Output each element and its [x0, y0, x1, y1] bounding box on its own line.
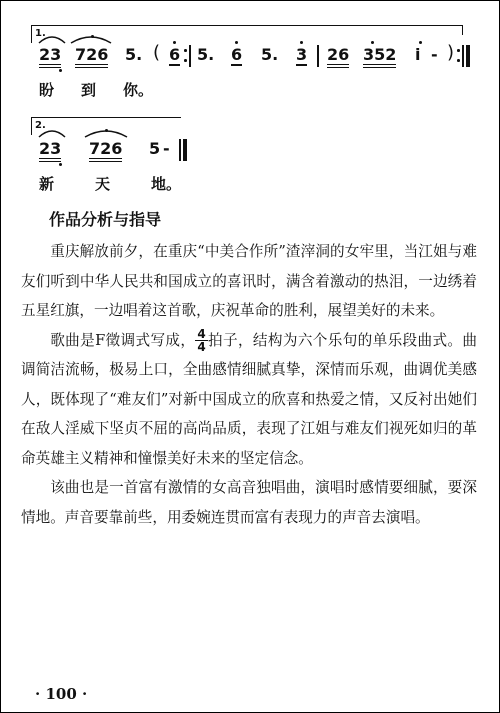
octave-dot-6b: [235, 41, 238, 44]
dash-2: -: [163, 139, 170, 158]
analysis-text-after: 拍子，结构为六个乐句的单乐段曲式。曲调简洁流畅，极易上口，全曲感情细腻真挚，深情而乐观，曲调优美感人，既体现了“难友们”对新中国成立的欣喜和热爱之情，又反衬出她们在敌人淫威下坚贞不屈的高尚品质，表现了江姐与难友们视死如归的革命英雄主义精神和憧憬美好未来的坚定信念。: [21, 331, 477, 467]
octave-dot-6a: [173, 41, 176, 44]
slur-2: [69, 31, 113, 45]
barline-1: [189, 45, 191, 67]
volta-bracket-1-right: [462, 25, 463, 35]
lyric-2-3: 地。: [151, 175, 182, 193]
repeat-dot-top: [184, 49, 187, 52]
note-6-b: 6: [231, 45, 243, 64]
volta-label-2: 2.: [35, 120, 46, 131]
lyric-1-2: 到: [81, 81, 97, 99]
paragraph-performance: 该曲也是一首富有激情的女高音独唱曲，演唱时感情要细腻，要深情地。声音要靠前些，用委婉连贯而富有表现力的声音去演唱。: [21, 479, 477, 526]
lyric-1-1: 盼: [39, 81, 55, 99]
note-352: 352: [363, 47, 396, 68]
slur-4: [83, 125, 129, 139]
octave-dot-low-2: [59, 163, 62, 166]
lyric-1-3: 你。: [123, 81, 154, 99]
slur-3: [37, 125, 67, 139]
volta-bracket-1: [31, 25, 463, 26]
volta-label-1: 1.: [35, 28, 46, 39]
slur-1: [37, 31, 67, 45]
note-5-2: 5: [149, 139, 161, 158]
close-paren: ): [447, 42, 455, 63]
end-barline-thin: [462, 45, 464, 67]
note-26: 26: [327, 47, 349, 68]
note-6-a: 6: [169, 45, 181, 64]
octave-dot-high: [91, 35, 94, 38]
octave-dot-low: [59, 69, 62, 72]
final-barline-thin: [179, 139, 181, 161]
octave-dot-1: [419, 41, 422, 44]
open-paren: (: [153, 42, 161, 63]
note-726-2: 726: [89, 141, 122, 162]
page-number: · 100 ·: [35, 685, 88, 703]
volta-bracket-2: [31, 117, 181, 118]
section-heading: 作品分析与指导: [49, 210, 162, 229]
note-1-high: i: [415, 45, 421, 64]
volta-bracket-2-left: [31, 117, 32, 135]
barline-2: [317, 45, 319, 67]
note-726: 726: [75, 47, 108, 68]
octave-dot-3: [300, 41, 303, 44]
final-barline-thick: [183, 139, 187, 161]
end-repeat-dot-top: [457, 49, 460, 52]
dash: -: [431, 45, 438, 64]
note-5-c: 5.: [261, 45, 279, 64]
paragraph-background: 重庆解放前夕，在重庆“中美合作所”渣滓洞的女牢里，当江姐与难友们听到中华人民共和国成立的喜讯时，满含着激动的热泪，一边绣着五星红旗，一边唱着这首歌，庆祝革命的胜利，展望美好的未来。: [21, 243, 477, 319]
time-signature: [195, 328, 207, 353]
repeat-dot-bottom: [184, 59, 187, 62]
time-signature-denominator: 4: [197, 340, 206, 354]
note-23: 23: [39, 47, 61, 68]
octave-dot-352: [371, 41, 374, 44]
note-5-b: 5.: [197, 45, 215, 64]
lyric-2-2: 天: [95, 175, 111, 193]
end-barline-thick: [466, 45, 470, 67]
article-body: [21, 237, 477, 532]
volta-bracket-1-left: [31, 25, 32, 43]
lyric-2-1: 新: [39, 175, 55, 193]
analysis-text-before: 歌曲是F徵调式写成，: [50, 331, 196, 349]
end-repeat-dot-bottom: [457, 59, 460, 62]
octave-dot-high-2: [105, 129, 108, 132]
note-23-2: 23: [39, 141, 61, 162]
paragraph-analysis: [21, 326, 477, 474]
note-5-dotted: 5.: [125, 45, 143, 64]
time-signature-numerator: 4: [197, 327, 206, 341]
note-3: 3: [296, 45, 308, 64]
